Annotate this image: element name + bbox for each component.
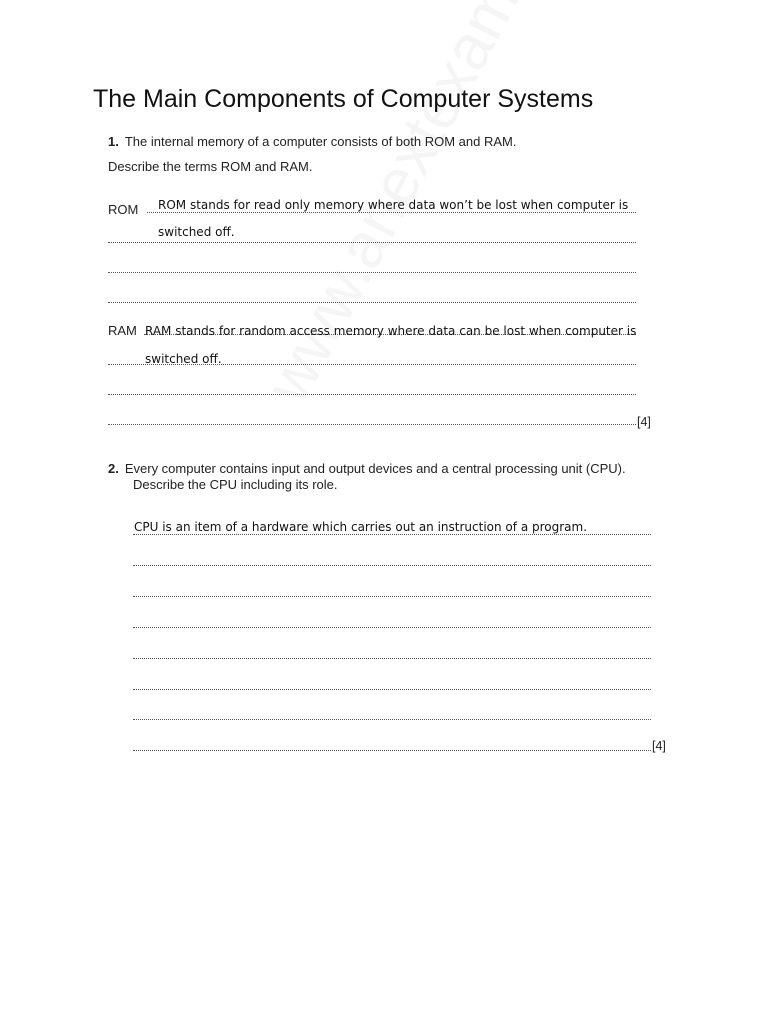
question-1-prompt: The internal memory of a computer consists of both ROM and RAM. (124, 134, 517, 149)
answer-line (133, 658, 651, 659)
question-1-instruction: Describe the terms ROM and RAM. (108, 159, 313, 174)
question-2-marks: [4] (652, 739, 666, 753)
answer-line (108, 424, 636, 425)
answer-line (133, 750, 651, 751)
question-2-prompt-line1: Every computer contains input and output devices and a central processing unit (CPU). (124, 461, 626, 476)
answer-line (133, 565, 651, 566)
rom-label: ROM (108, 202, 139, 217)
question-2-text (108, 461, 626, 476)
cpu-answer[interactable]: CPU is an item of a hardware which carries out an instruction of a program. (134, 520, 588, 534)
question-1-text (108, 134, 516, 149)
question-1-number: 1. (108, 134, 119, 149)
answer-line (147, 212, 636, 213)
answer-line (108, 394, 636, 395)
ram-answer-line1[interactable]: RAM stands for random access memory where data can be lost when computer is (145, 324, 637, 338)
answer-line (108, 302, 636, 303)
rom-answer-line2[interactable]: switched off. (158, 225, 235, 239)
question-1-marks: [4] (637, 415, 651, 429)
answer-line (133, 534, 651, 535)
answer-line (133, 596, 651, 597)
answer-line (133, 719, 651, 720)
answer-line (133, 689, 651, 690)
ram-label: RAM (108, 323, 137, 338)
answer-line (108, 272, 636, 273)
page-title: The Main Components of Computer Systems (93, 85, 594, 113)
question-2-prompt-line2: Describe the CPU including its role. (133, 477, 338, 492)
ram-answer-line2[interactable]: switched off. (145, 352, 222, 366)
rom-answer-line1[interactable]: ROM stands for read only memory where data won’t be lost when computer is (158, 198, 629, 212)
question-2-number: 2. (108, 461, 119, 476)
answer-line (133, 627, 651, 628)
answer-line (108, 242, 636, 243)
